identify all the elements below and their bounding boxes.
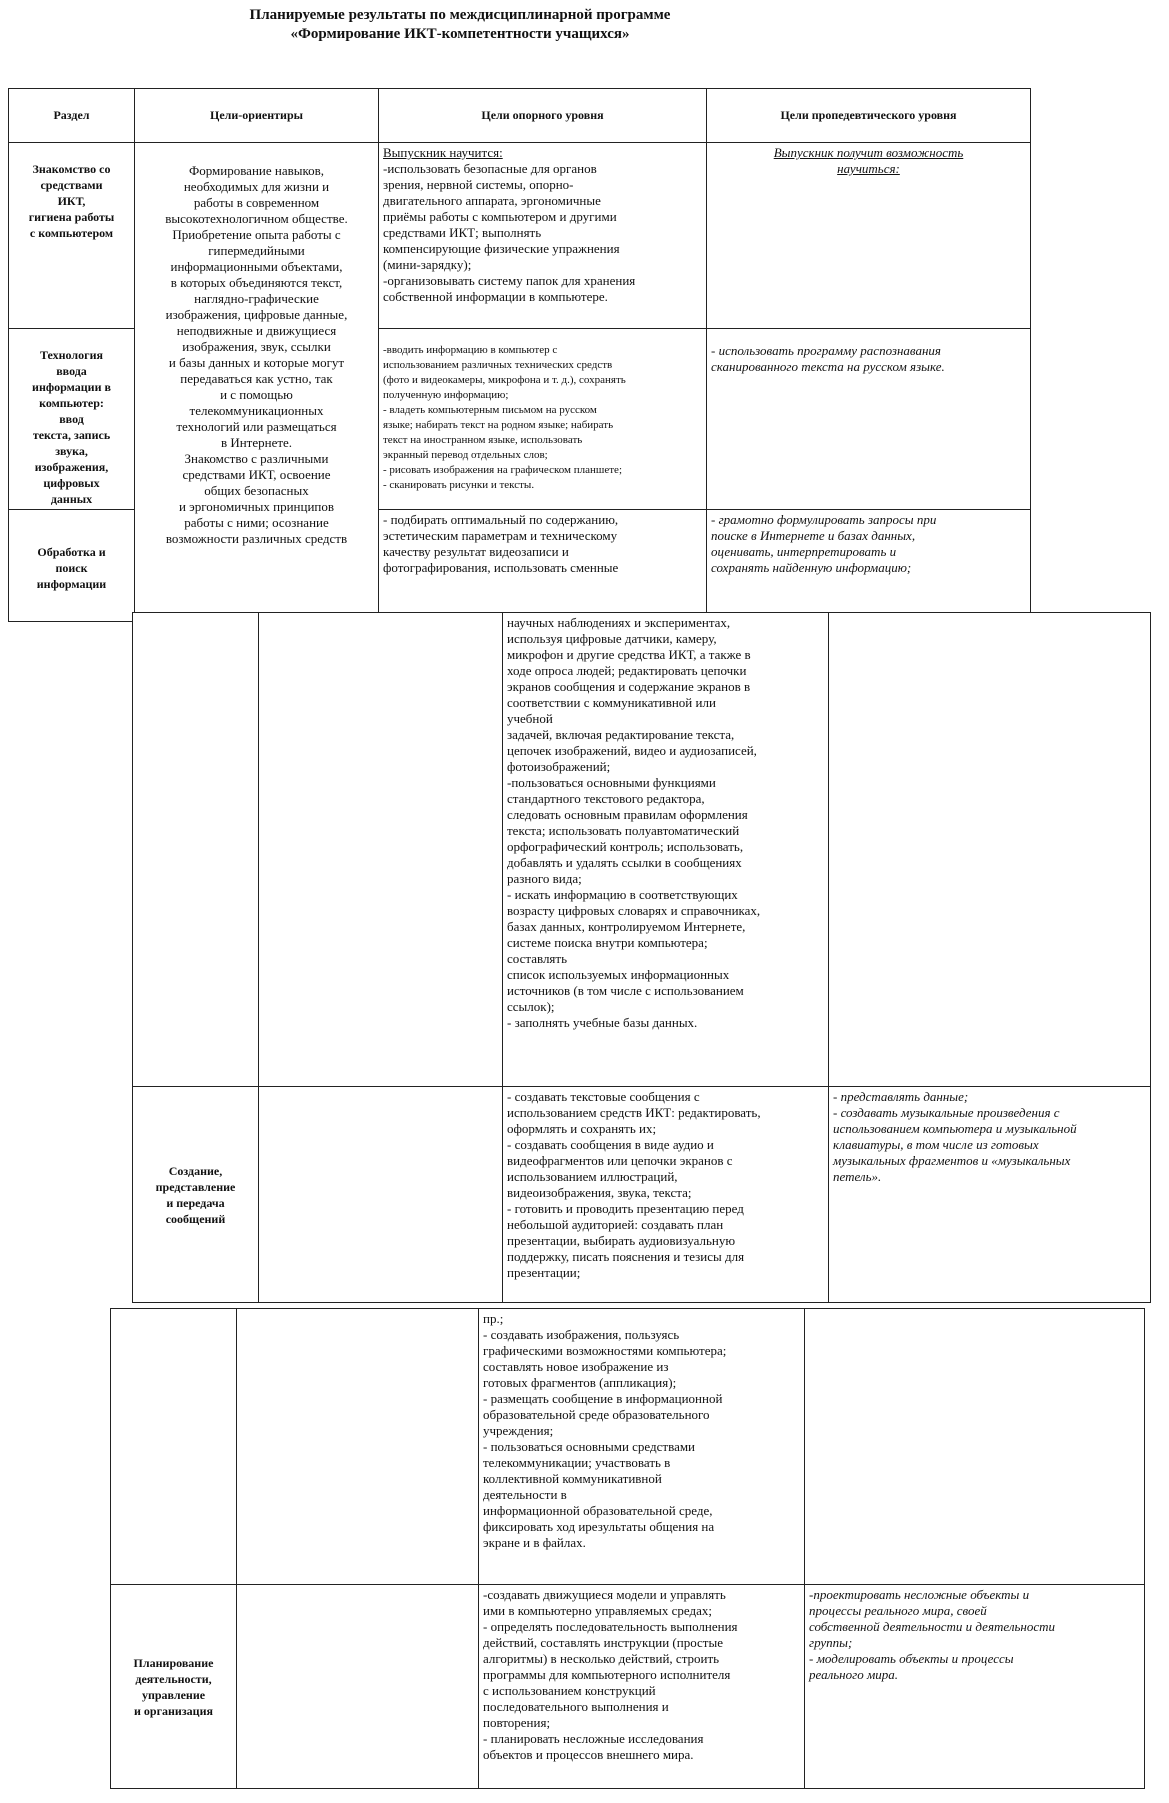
text-line: Знакомство с различными xyxy=(184,451,329,466)
text-line: (мини-зарядку); xyxy=(383,257,472,272)
advanced-goals-planning xyxy=(805,1585,1145,1789)
text-line: текста; использовать полуавтоматический xyxy=(507,823,740,838)
text-line: - подбирать оптимальный по содержанию, xyxy=(383,512,619,527)
text-line: представление xyxy=(155,1179,236,1194)
text-line: цепочек изображений, видео и аудиозаписей, xyxy=(507,743,757,758)
text-line: презентации, выбирать аудиовизуальную xyxy=(507,1233,736,1248)
section-ict-hygiene xyxy=(9,143,135,329)
text-line: неподвижные и движущиеся xyxy=(176,323,337,338)
text-line: информационной образовательной среде, xyxy=(483,1503,713,1518)
text-line: Технология xyxy=(40,348,103,362)
text-line: телекоммуникационных xyxy=(189,403,324,418)
text-line: сохранять найденную информацию; xyxy=(711,560,912,575)
text-line: Планирование xyxy=(133,1655,214,1670)
text-line: работы с ними; осознание xyxy=(184,515,329,530)
text-line: эстетическим параметрам и техническому xyxy=(383,528,618,543)
text-line: готовых фрагментов (аппликация); xyxy=(483,1375,677,1390)
text-line: Знакомство со xyxy=(32,162,111,176)
text-line: стандартного текстового редактора, xyxy=(507,791,705,806)
text-line: изображения, цифровые данные, xyxy=(165,307,348,322)
text-line: и базы данных и которые могут xyxy=(168,355,345,370)
table-header-row xyxy=(9,89,1031,143)
advanced-empty xyxy=(829,613,1151,1087)
text-line: последовательного выполнения и xyxy=(483,1699,669,1714)
text-line: ввод xyxy=(59,412,84,426)
text-line: компенсирующие физические упражнения xyxy=(383,241,620,256)
title-line-2: «Формирование ИКТ-компетентности учащихся» xyxy=(290,26,630,42)
text-line: группы; xyxy=(809,1635,853,1650)
text-line: объектов и процессов внешнего мира. xyxy=(483,1747,694,1762)
text-line: добавлять и удалять ссылки в сообщениях xyxy=(507,855,742,870)
text-line: данных xyxy=(50,492,93,506)
text-line: - создавать музыкальные произведения с xyxy=(833,1105,1060,1120)
text-line: процессы реального мира, своей xyxy=(809,1603,987,1618)
text-line: источников (в том числе с использованием xyxy=(507,983,744,998)
text-line: деятельности в xyxy=(483,1487,567,1502)
basic-goals-messages xyxy=(503,1087,829,1303)
section-processing-search xyxy=(9,510,135,622)
text-line: с использованием конструкций xyxy=(483,1683,656,1698)
goals-empty xyxy=(237,1309,479,1585)
text-line: - сканировать рисунки и тексты. xyxy=(383,479,535,491)
text-line: клавиатуры, в том числе из готовых xyxy=(833,1137,1039,1152)
text-line: составлять новое изображение из xyxy=(483,1359,669,1374)
text-line: текста, запись xyxy=(32,428,111,442)
text-line: - пользоваться основными средствами xyxy=(483,1439,696,1454)
basic-goals-continued xyxy=(479,1309,805,1585)
text-line: средствами xyxy=(40,178,103,192)
text-line: -пользоваться основными функциями xyxy=(507,775,716,790)
text-line: повторения; xyxy=(483,1715,551,1730)
text-line: (фото и видеокамеры, микрофона и т. д.), сохранять xyxy=(383,374,626,386)
text-line: учреждения; xyxy=(483,1423,554,1438)
text-line: орфографический контроль; использовать, xyxy=(507,839,744,854)
text-line: телекоммуникации; участвовать в xyxy=(483,1455,671,1470)
text-line: пр.; xyxy=(483,1311,504,1326)
text-line: приёмы работы с компьютером и другими xyxy=(383,209,617,224)
table-fragment-3 xyxy=(110,1308,1144,1788)
table-row xyxy=(111,1309,1145,1585)
header-advanced-level: Цели пропедевтического уровня xyxy=(707,89,1031,143)
text-line: микрофон и другие средства ИКТ, а также в xyxy=(507,647,751,662)
text-line: двигательного аппарата, эргономичные xyxy=(383,193,601,208)
text-line: - рисовать изображения на графическом планшете; xyxy=(383,464,622,476)
text-line: - грамотно формулировать запросы при xyxy=(711,512,937,527)
text-line: - размещать сообщение в информационной xyxy=(483,1391,723,1406)
results-table-part-3 xyxy=(110,1308,1145,1789)
text-line: полученную информацию; xyxy=(383,389,509,401)
text-line: презентации; xyxy=(507,1265,581,1280)
goals-cell xyxy=(135,143,379,622)
text-line: - готовить и проводить презентацию перед xyxy=(507,1201,744,1216)
text-line: Выпускник получит возможность xyxy=(773,145,964,160)
table-fragment-1 xyxy=(8,88,1030,610)
table-row xyxy=(133,613,1151,1087)
text-line: зрения, нервной системы, опорно- xyxy=(383,177,574,192)
text-line: реального мира. xyxy=(809,1667,899,1682)
text-line: в которых объединяются текст, xyxy=(170,275,343,290)
basic-list-1 xyxy=(383,161,702,305)
title-line-1: Планируемые результаты по междисциплинарной программе xyxy=(249,7,671,23)
text-line: небольшой аудиторией: создавать план xyxy=(507,1217,724,1232)
text-line: цифровых xyxy=(43,476,100,490)
goals-empty xyxy=(237,1585,479,1789)
text-line: фотографирования, использовать сменные xyxy=(383,560,619,575)
text-line: -создавать движущиеся модели и управлять xyxy=(483,1587,726,1602)
text-line: ссылок); xyxy=(507,999,555,1014)
text-line: фиксировать ход ирезультаты общения на xyxy=(483,1519,715,1534)
advanced-head xyxy=(707,143,1031,329)
text-line: действий, составлять инструкции (простые xyxy=(483,1635,723,1650)
text-line: экране и в файлах. xyxy=(483,1535,586,1550)
text-line: использованием иллюстраций, xyxy=(507,1169,678,1184)
text-line: информации в xyxy=(32,380,111,394)
text-line: научиться: xyxy=(837,161,900,176)
text-line: изображения, звук, ссылки xyxy=(182,339,331,354)
text-line: список используемых информационных xyxy=(507,967,730,982)
text-line: учебной xyxy=(507,711,553,726)
text-line: информационными объектами, xyxy=(170,259,343,274)
basic-goals-3 xyxy=(379,510,707,622)
text-line: высокотехнологичном обществе. xyxy=(165,211,348,226)
text-line: звука, xyxy=(55,444,88,458)
text-line: петель». xyxy=(833,1169,882,1184)
text-line: используя цифровые датчики, камеру, xyxy=(507,631,717,646)
text-line: -вводить информацию в компьютер с xyxy=(383,344,558,356)
table-row xyxy=(9,143,1031,329)
text-line: гигиена работы xyxy=(28,210,115,224)
text-line: оценивать, интерпретировать и xyxy=(711,544,897,559)
text-line: ходе опроса людей; редактировать цепочки xyxy=(507,663,747,678)
text-line: видеофрагментов или цепочки экранов с xyxy=(507,1153,733,1168)
basic-goals-2 xyxy=(379,329,707,510)
text-line: - владеть компьютерным письмом на русском xyxy=(383,404,597,416)
text-line: - определять последовательность выполнения xyxy=(483,1619,738,1634)
results-table-part-2 xyxy=(132,612,1151,1303)
text-line: ими в компьютерно управляемых средах; xyxy=(483,1603,713,1618)
text-line: использованием средств ИКТ: редактировать, xyxy=(507,1105,761,1120)
text-line: - представлять данные; xyxy=(833,1089,969,1104)
text-line: ввода xyxy=(56,364,87,378)
section-input-technology xyxy=(9,329,135,510)
text-line: собственной информации в компьютере. xyxy=(383,289,608,304)
section-empty xyxy=(133,613,259,1087)
advanced-goals-2 xyxy=(707,329,1031,510)
advanced-goals-3 xyxy=(707,510,1031,622)
text-line: Обработка и xyxy=(37,545,106,559)
text-line: - создавать текстовые сообщения с xyxy=(507,1089,700,1104)
text-line: ИКТ, xyxy=(57,194,86,208)
text-line: Приобретение опыта работы с xyxy=(172,227,341,242)
text-line: задачей, включая редактирование текста, xyxy=(507,727,735,742)
text-line: сообщений xyxy=(165,1211,226,1226)
text-line: фотоизображений; xyxy=(507,759,611,774)
page-title xyxy=(180,6,740,44)
text-line: образовательной среде образовательного xyxy=(483,1407,710,1422)
header-basic-level: Цели опорного уровня xyxy=(379,89,707,143)
text-line: - планировать несложные исследования xyxy=(483,1731,704,1746)
text-line: в Интернете. xyxy=(220,435,293,450)
text-line: технологий или размещаться xyxy=(176,419,337,434)
basic-head: Выпускник научится: xyxy=(383,145,503,160)
text-line: сканированного текста на русском языке. xyxy=(711,359,945,374)
text-line: экранов сообщения и содержание экранов в xyxy=(507,679,751,694)
text-line: оформлять и сохранять их; xyxy=(507,1121,657,1136)
text-line: текст на иностранном языке, использовать xyxy=(383,434,583,446)
text-line: научных наблюдениях и экспериментах, xyxy=(507,615,731,630)
results-table-part-1 xyxy=(8,88,1031,622)
text-line: разного вида; xyxy=(507,871,582,886)
text-line: - создавать изображения, пользуясь xyxy=(483,1327,680,1342)
section-planning xyxy=(111,1585,237,1789)
text-line: музыкальных фрагментов и «музыкальных xyxy=(833,1153,1071,1168)
text-line: с компьютером xyxy=(29,226,114,240)
table-row xyxy=(133,1087,1151,1303)
text-line: - заполнять учебные базы данных. xyxy=(507,1015,698,1030)
text-line: и с помощью xyxy=(220,387,293,402)
text-line: - создавать сообщения в виде аудио и xyxy=(507,1137,714,1152)
advanced-empty xyxy=(805,1309,1145,1585)
text-line: составлять xyxy=(507,951,568,966)
text-line: и передача xyxy=(166,1195,225,1210)
text-line: и эргономичных принципов xyxy=(178,499,335,514)
text-line: поиске в Интернете и базах данных, xyxy=(711,528,916,543)
text-line: передаваться как устно, так xyxy=(180,371,333,386)
text-line: алгоритмы) в несколько действий, строить xyxy=(483,1651,720,1666)
text-line: соответствии с коммуникативной или xyxy=(507,695,716,710)
text-line: -проектировать несложные объекты и xyxy=(809,1587,1030,1602)
text-line: средствами ИКТ; выполнять xyxy=(383,225,542,240)
text-line: поиск xyxy=(55,561,88,575)
text-line: управление xyxy=(141,1687,206,1702)
header-section: Раздел xyxy=(9,89,135,143)
text-line: программы для компьютерного исполнителя xyxy=(483,1667,731,1682)
goals-empty xyxy=(259,1087,503,1303)
text-line: графическими возможностями компьютера; xyxy=(483,1343,727,1358)
text-line: собственной деятельности и деятельности xyxy=(809,1619,1056,1634)
text-line: языке; набирать текст на родном языке; набирать xyxy=(383,419,614,431)
text-line: возрасту цифровых словарях и справочниках, xyxy=(507,903,761,918)
goals-empty xyxy=(259,613,503,1087)
text-line: -организовывать систему папок для хранения xyxy=(383,273,636,288)
text-line: качеству результат видеозаписи и xyxy=(383,544,569,559)
text-line: общих безопасных xyxy=(204,483,309,498)
text-line: Создание, xyxy=(168,1163,223,1178)
text-line: Формирование навыков, xyxy=(188,163,325,178)
text-line: средствами ИКТ, освоение xyxy=(182,467,331,482)
basic-goals-planning xyxy=(479,1585,805,1789)
basic-goals-1 xyxy=(379,143,707,329)
table-row xyxy=(111,1585,1145,1789)
text-line: и организация xyxy=(133,1703,213,1718)
section-empty xyxy=(111,1309,237,1585)
text-line: гипермедийными xyxy=(208,243,305,258)
basic-goals-continued xyxy=(503,613,829,1087)
text-line: видеоизображения, звука, текста; xyxy=(507,1185,692,1200)
text-line: необходимых для жизни и xyxy=(183,179,330,194)
text-line: деятельности, xyxy=(135,1671,212,1686)
text-line: возможности различных средств xyxy=(165,531,348,546)
text-line: работы в современном xyxy=(193,195,320,210)
text-line: -использовать безопасные для органов xyxy=(383,161,597,176)
text-line: поддержку, писать пояснения и тезисы для xyxy=(507,1249,745,1264)
text-line: следовать основным правилам оформления xyxy=(507,807,748,822)
text-line: системе поиска внутри компьютера; xyxy=(507,935,708,950)
text-line: компьютер: xyxy=(39,396,104,410)
header-goals: Цели-ориентиры xyxy=(135,89,379,143)
text-line: наглядно-графические xyxy=(194,291,319,306)
text-line: экранный перевод отдельных слов; xyxy=(383,449,548,461)
text-line: изображения, xyxy=(34,460,109,474)
text-line: - использовать программу распознавания xyxy=(711,343,941,358)
text-line: базах данных, контролируемом Интернете, xyxy=(507,919,746,934)
text-line: - искать информацию в соответствующих xyxy=(507,887,738,902)
table-fragment-2 xyxy=(132,612,1150,1302)
text-line: использованием различных технических средств xyxy=(383,359,613,371)
text-line: коллективной коммуникативной xyxy=(483,1471,662,1486)
section-messages xyxy=(133,1087,259,1303)
text-line: информации xyxy=(36,577,107,591)
text-line: использованием компьютера и музыкальной xyxy=(833,1121,1077,1136)
advanced-goals-messages xyxy=(829,1087,1151,1303)
text-line: - моделировать объекты и процессы xyxy=(809,1651,1014,1666)
